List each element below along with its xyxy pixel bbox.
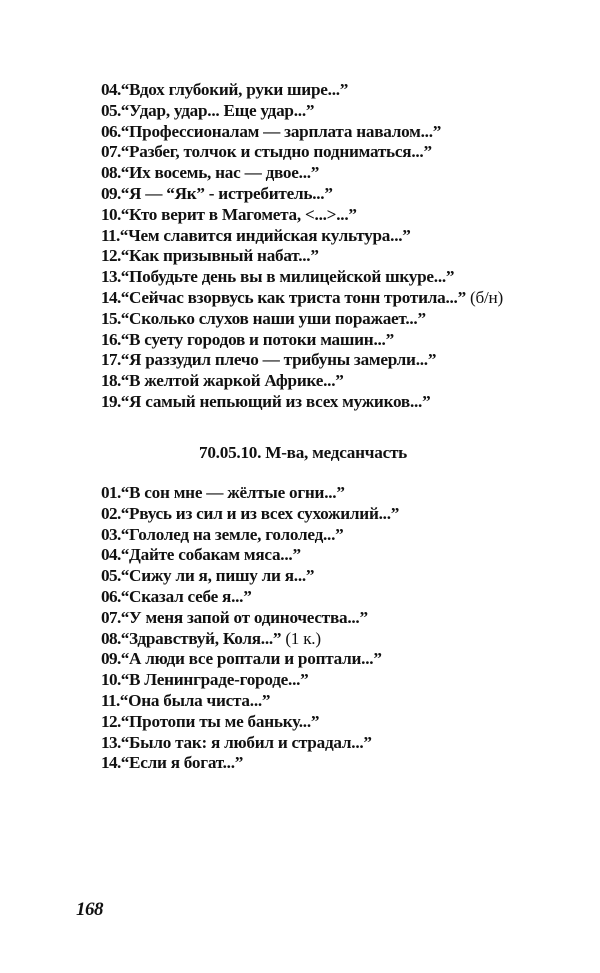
list-item xyxy=(101,226,503,247)
item-title: “А люди все роптали и роптали...” xyxy=(120,649,382,669)
item-title: “Побудьте день вы в милицейской шкуре...” xyxy=(120,267,455,287)
item-number: 08. xyxy=(101,163,121,183)
list-item xyxy=(101,587,399,608)
item-title: “Я — “Як” - истребитель...” xyxy=(120,183,333,203)
item-number: 18. xyxy=(101,371,121,391)
list-item xyxy=(101,101,503,122)
item-title: “Если я богат...” xyxy=(120,753,244,773)
page-number: 168 xyxy=(76,899,103,920)
item-title: “Вдох глубокий, руки шире...” xyxy=(120,80,349,99)
item-number: 05. xyxy=(101,566,121,586)
item-title: “В желтой жаркой Африке...” xyxy=(120,371,344,391)
list-item xyxy=(101,566,399,587)
list-item xyxy=(101,753,399,774)
item-number: 14. xyxy=(101,287,121,307)
item-title: “Сижу ли я, пишу ли я...” xyxy=(120,566,315,586)
list-item xyxy=(101,608,399,629)
item-number: 14. xyxy=(101,753,121,773)
list-item xyxy=(101,122,503,143)
item-number: 06. xyxy=(101,586,121,606)
item-title: “Кто верит в Магомета, <...>...” xyxy=(120,204,357,224)
list-item xyxy=(101,545,399,566)
item-title: “У меня запой от одиночества...” xyxy=(120,607,368,627)
list-item xyxy=(101,184,503,205)
item-title: “Я самый непьющий из всех мужиков...” xyxy=(120,391,431,411)
list-item xyxy=(101,670,399,691)
item-title: “Сейчас взорвусь как триста тонн тротила...” xyxy=(120,287,466,307)
item-number: 12. xyxy=(101,711,121,731)
item-title: “Она была чиста...” xyxy=(119,690,271,710)
song-list-medsanchast xyxy=(101,483,399,774)
list-item xyxy=(101,246,503,267)
item-number: 13. xyxy=(101,267,121,287)
item-number: 15. xyxy=(101,308,121,328)
item-number: 01. xyxy=(101,483,121,502)
item-number: 04. xyxy=(101,545,121,565)
item-title: “Как призывный набат...” xyxy=(120,246,319,266)
list-item xyxy=(101,691,399,712)
item-title: “В Ленинграде-городе...” xyxy=(120,670,309,690)
item-note: (1 к.) xyxy=(281,628,321,648)
list-item xyxy=(101,712,399,733)
list-item xyxy=(101,483,399,504)
list-item xyxy=(101,371,503,392)
item-number: 10. xyxy=(101,204,121,224)
item-number: 03. xyxy=(101,524,121,544)
item-number: 05. xyxy=(101,100,121,120)
list-item xyxy=(101,142,503,163)
list-item xyxy=(101,288,503,309)
item-number: 06. xyxy=(101,121,121,141)
item-number: 02. xyxy=(101,503,121,523)
item-title: “Чем славится индийская культура...” xyxy=(119,225,411,245)
item-number: 07. xyxy=(101,607,121,627)
item-number: 12. xyxy=(101,246,121,266)
item-title: “В сон мне — жёлтые огни...” xyxy=(120,483,345,502)
item-title: “Рвусь из сил и из всех сухожилий...” xyxy=(120,503,400,523)
item-title: “Разбег, толчок и стыдно подниматься...” xyxy=(120,142,432,162)
item-title: “Их восемь, нас — двое...” xyxy=(120,163,320,183)
item-title: “Протопи ты ме баньку...” xyxy=(120,711,320,731)
item-title: “Было так: я любил и страдал...” xyxy=(120,732,372,752)
item-number: 11. xyxy=(101,690,120,710)
item-number: 10. xyxy=(101,670,121,690)
list-item xyxy=(101,392,503,413)
list-item xyxy=(101,309,503,330)
list-item xyxy=(101,350,503,371)
song-list-continued xyxy=(101,80,503,413)
item-number: 09. xyxy=(101,649,121,669)
list-item xyxy=(101,330,503,351)
list-item xyxy=(101,525,399,546)
item-number: 17. xyxy=(101,350,121,370)
item-number: 09. xyxy=(101,183,121,203)
item-note: (б/н) xyxy=(465,287,503,307)
list-item xyxy=(101,267,503,288)
item-number: 19. xyxy=(101,391,121,411)
item-title: “В суету городов и потоки машин...” xyxy=(120,329,394,349)
item-title: “Сказал себе я...” xyxy=(120,586,252,606)
list-item xyxy=(101,504,399,525)
list-item xyxy=(101,163,503,184)
item-number: 08. xyxy=(101,628,121,648)
item-number: 07. xyxy=(101,142,121,162)
item-title: “Я раззудил плечо — трибуны замерли...” xyxy=(120,350,437,370)
item-number: 16. xyxy=(101,329,121,349)
section-heading: 70.05.10. М-ва, медсанчасть xyxy=(198,443,407,462)
item-number: 11. xyxy=(101,225,120,245)
list-item xyxy=(101,649,399,670)
list-item xyxy=(101,629,399,650)
item-title: “Здравствуй, Коля...” xyxy=(120,628,282,648)
item-number: 04. xyxy=(101,80,121,99)
list-item xyxy=(101,80,503,101)
list-item xyxy=(101,205,503,226)
item-title: “Дайте собакам мяса...” xyxy=(120,545,301,565)
item-number: 13. xyxy=(101,732,121,752)
list-item xyxy=(101,733,399,754)
item-title: “Удар, удар... Еще удар...” xyxy=(120,100,315,120)
item-title: “Профессионалам — зарплата навалом...” xyxy=(120,121,442,141)
item-title: “Гололед на земле, гололед...” xyxy=(120,524,344,544)
item-title: “Сколько слухов наши уши поражает...” xyxy=(120,308,426,328)
